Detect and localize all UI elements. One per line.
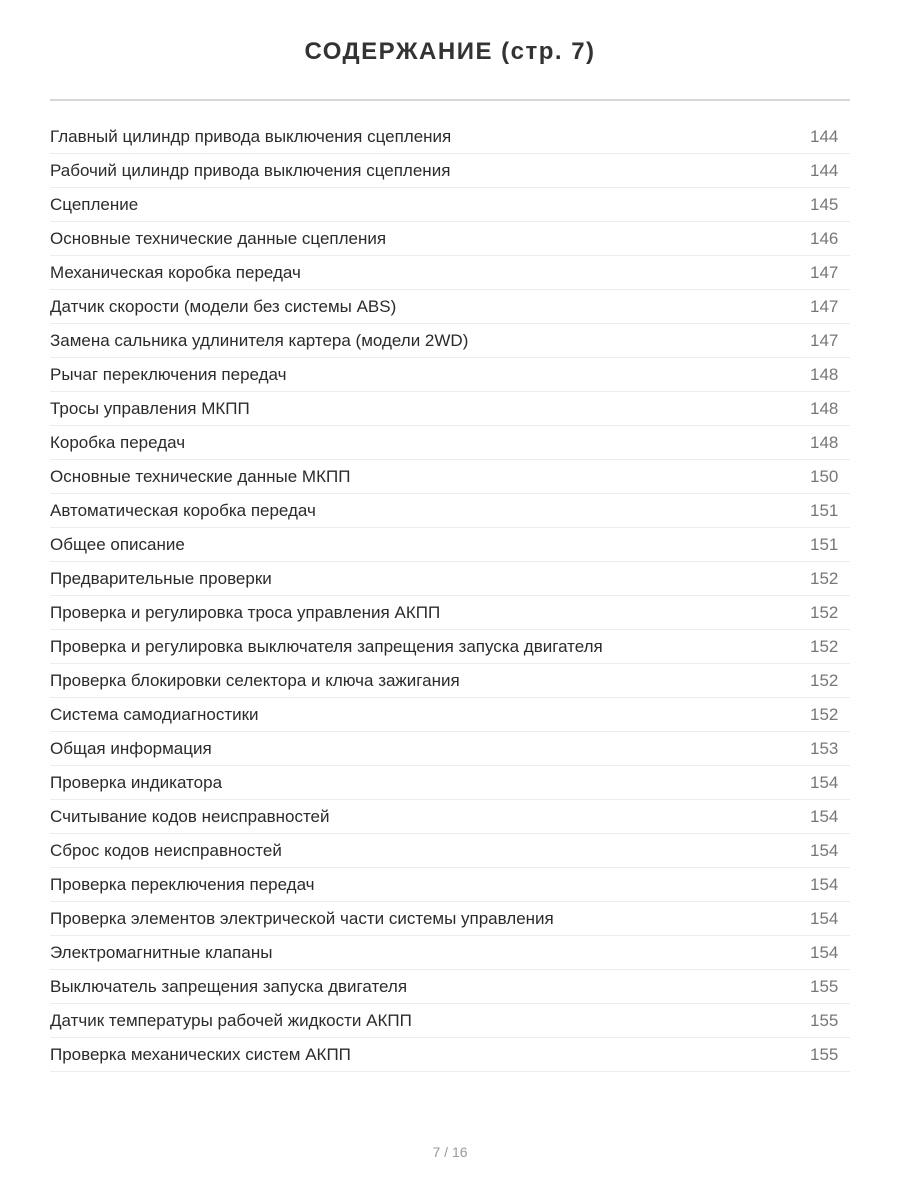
toc-entry[interactable] bbox=[50, 1004, 850, 1038]
toc-entry-title: Общее описание bbox=[50, 534, 185, 554]
toc-entry-title: Общая информация bbox=[50, 738, 212, 758]
toc-entry-title: Датчик температуры рабочей жидкости АКПП bbox=[50, 1010, 412, 1030]
toc-entry-page-number: 153 bbox=[810, 738, 839, 758]
toc-entry[interactable] bbox=[50, 970, 850, 1004]
toc-entry-title: Сцепление bbox=[50, 194, 139, 214]
toc-entry-title: Основные технические данные сцепления bbox=[50, 228, 387, 248]
toc-entry[interactable] bbox=[50, 154, 850, 188]
toc-entry-page-number: 152 bbox=[810, 704, 839, 724]
toc-entry-page-number: 147 bbox=[810, 330, 839, 350]
toc-entry[interactable] bbox=[50, 528, 850, 562]
toc-entry[interactable] bbox=[50, 256, 850, 290]
toc-entry-page-number: 152 bbox=[810, 602, 839, 622]
toc-entry-title: Проверка механических систем АКПП bbox=[50, 1044, 351, 1064]
toc-entry-title: Тросы управления МКПП bbox=[50, 398, 250, 418]
toc-entry[interactable] bbox=[50, 358, 850, 392]
toc-entry-page-number: 150 bbox=[810, 466, 839, 486]
toc-entry-page-number: 152 bbox=[810, 670, 839, 690]
toc-entry-page-number: 151 bbox=[810, 500, 839, 520]
toc-entry-page-number: 152 bbox=[810, 568, 839, 588]
toc-entry[interactable] bbox=[50, 120, 850, 154]
toc-entry[interactable] bbox=[50, 766, 850, 800]
toc-entry-title: Проверка индикатора bbox=[50, 772, 223, 792]
toc-entry-title: Электромагнитные клапаны bbox=[50, 942, 273, 962]
toc-entry-title: Главный цилиндр привода выключения сцепления bbox=[50, 126, 452, 146]
toc-entry-page-number: 154 bbox=[810, 772, 839, 792]
toc-entry-title: Проверка и регулировка выключателя запрещения запуска двигателя bbox=[50, 636, 603, 656]
title-divider bbox=[50, 99, 850, 101]
toc-entry[interactable] bbox=[50, 460, 850, 494]
toc-entry-title: Замена сальника удлинителя картера (модели 2WD) bbox=[50, 330, 469, 350]
toc-entry-title: Рабочий цилиндр привода выключения сцепления bbox=[50, 160, 451, 180]
toc-entry-title: Сброс кодов неисправностей bbox=[50, 840, 282, 860]
page-indicator: 7 / 16 bbox=[432, 1144, 468, 1160]
toc-entry[interactable] bbox=[50, 426, 850, 460]
toc-entry[interactable] bbox=[50, 902, 850, 936]
toc-entry-page-number: 145 bbox=[810, 194, 839, 214]
toc-entry-title: Рычаг переключения передач bbox=[50, 364, 287, 384]
toc-entry[interactable] bbox=[50, 596, 850, 630]
toc-entry-page-number: 144 bbox=[810, 160, 839, 180]
toc-entry-title: Проверка элементов электрической части системы управления bbox=[50, 908, 554, 928]
toc-entry-page-number: 155 bbox=[810, 1010, 839, 1030]
toc-entry[interactable] bbox=[50, 494, 850, 528]
toc-entry-page-number: 155 bbox=[810, 1044, 839, 1064]
toc-entry-page-number: 148 bbox=[810, 398, 839, 418]
toc-entry-title: Считывание кодов неисправностей bbox=[50, 806, 330, 826]
toc-entry-page-number: 144 bbox=[810, 126, 839, 146]
toc-entry-title: Проверка блокировки селектора и ключа зажигания bbox=[50, 670, 460, 690]
toc-entry[interactable] bbox=[50, 188, 850, 222]
toc-entry[interactable] bbox=[50, 324, 850, 358]
table-of-contents bbox=[50, 120, 850, 1072]
toc-entry-page-number: 154 bbox=[810, 806, 839, 826]
toc-entry[interactable] bbox=[50, 834, 850, 868]
toc-entry-page-number: 146 bbox=[810, 228, 839, 248]
toc-entry-page-number: 154 bbox=[810, 908, 839, 928]
toc-entry-page-number: 155 bbox=[810, 976, 839, 996]
toc-entry-title: Выключатель запрещения запуска двигателя bbox=[50, 976, 408, 996]
toc-entry-page-number: 147 bbox=[810, 262, 839, 282]
toc-entry-page-number: 147 bbox=[810, 296, 839, 316]
toc-entry-title: Предварительные проверки bbox=[50, 568, 272, 588]
toc-entry-page-number: 154 bbox=[810, 942, 839, 962]
toc-entry[interactable] bbox=[50, 868, 850, 902]
toc-entry-page-number: 148 bbox=[810, 364, 839, 384]
toc-entry-title: Автоматическая коробка передач bbox=[50, 500, 316, 520]
toc-entry-title: Проверка и регулировка троса управления АКПП bbox=[50, 602, 441, 622]
toc-entry-title: Датчик скорости (модели без системы ABS) bbox=[50, 296, 397, 316]
toc-entry[interactable] bbox=[50, 936, 850, 970]
toc-entry[interactable] bbox=[50, 630, 850, 664]
toc-entry-page-number: 154 bbox=[810, 874, 839, 894]
toc-entry-title: Механическая коробка передач bbox=[50, 262, 301, 282]
toc-entry-page-number: 151 bbox=[810, 534, 839, 554]
toc-entry-title: Основные технические данные МКПП bbox=[50, 466, 351, 486]
toc-entry-page-number: 148 bbox=[810, 432, 839, 452]
toc-entry[interactable] bbox=[50, 290, 850, 324]
toc-entry[interactable] bbox=[50, 800, 850, 834]
toc-entry[interactable] bbox=[50, 222, 850, 256]
toc-entry[interactable] bbox=[50, 1038, 850, 1072]
toc-entry[interactable] bbox=[50, 664, 850, 698]
toc-entry[interactable] bbox=[50, 732, 850, 766]
toc-entry-page-number: 152 bbox=[810, 636, 839, 656]
toc-entry-title: Коробка передач bbox=[50, 432, 186, 452]
toc-entry[interactable] bbox=[50, 698, 850, 732]
toc-entry[interactable] bbox=[50, 562, 850, 596]
toc-entry-title: Система самодиагностики bbox=[50, 704, 259, 724]
toc-entry-page-number: 154 bbox=[810, 840, 839, 860]
toc-entry-title: Проверка переключения передач bbox=[50, 874, 315, 894]
toc-entry[interactable] bbox=[50, 392, 850, 426]
page-title: СОДЕРЖАНИЕ (стр. 7) bbox=[304, 38, 596, 65]
